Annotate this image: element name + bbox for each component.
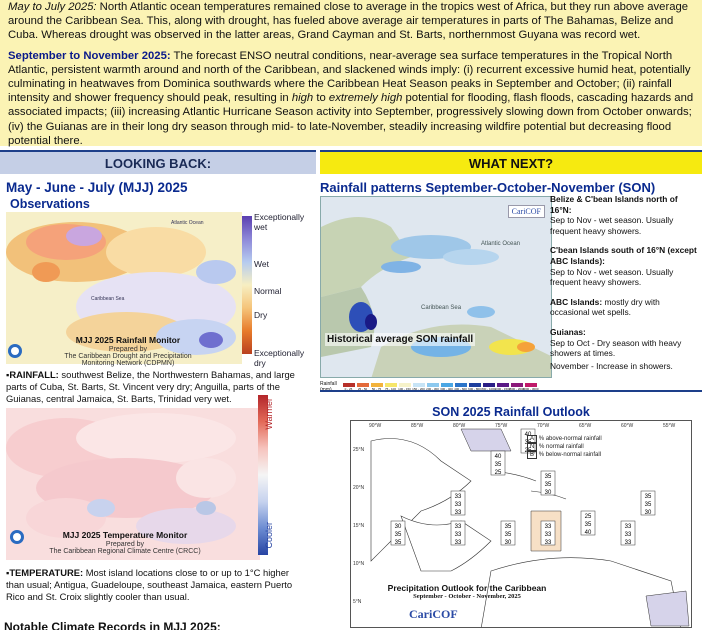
lon-label: 90°W	[369, 423, 382, 429]
legend-dry: Dry	[254, 310, 268, 320]
summary-panel	[0, 0, 702, 146]
scale-swatch-label: 1000 - 1500	[494, 387, 511, 391]
scale-swatch-label: 25 - 50	[357, 387, 368, 391]
looking-back-column	[0, 150, 316, 630]
legend-normal: Normal	[254, 286, 282, 296]
lon-label: 70°W	[537, 423, 550, 429]
legend-exceptionally-wet: Exceptionally wet	[254, 212, 305, 232]
outlook-box-value: 33	[454, 540, 462, 546]
outlook-box-value: 35	[584, 522, 592, 528]
what-next-column	[320, 150, 702, 630]
scale-swatch-label: 600 - 800	[468, 387, 481, 391]
temperature-monitor-caption: MJJ 2025 Temperature Monitor	[62, 530, 188, 540]
outlook-box	[641, 491, 655, 516]
outlook-box-value: 30	[644, 510, 652, 516]
outlook-box-value: 30	[394, 524, 402, 530]
map-label-caribbean: Caribbean Sea	[421, 305, 462, 311]
outlook-box	[451, 491, 465, 516]
note-november: November - Increase in showers.	[550, 360, 673, 371]
scale-swatch-label: 150 - 200	[412, 387, 425, 391]
outlook-box-value: 35	[544, 482, 552, 488]
outlook-map-caption	[367, 583, 567, 600]
outlook-box	[621, 521, 635, 546]
outlook-box-value: 33	[454, 494, 462, 500]
outlook-box-value: 35	[394, 540, 402, 546]
observations-title: Observations	[10, 197, 90, 211]
historical-caption: Historical average SON rainfall	[327, 334, 474, 345]
outlook-box-value: 33	[544, 540, 552, 546]
outlook-box-value: 40	[584, 530, 592, 536]
outlook-box	[581, 511, 595, 536]
lat-label: 5°N	[353, 599, 362, 605]
outlook-box-value: 35	[524, 440, 532, 446]
lon-label: 80°W	[453, 423, 466, 429]
lon-label: 85°W	[411, 423, 424, 429]
scale-swatch-label: 800 - 1000	[481, 387, 496, 391]
outlook-box	[491, 451, 505, 476]
legend-warmer: Warmer	[264, 398, 274, 430]
outlook-box-value: 25	[494, 470, 502, 476]
lon-label: 75°W	[495, 423, 508, 429]
looking-back-header: LOOKING BACK:	[0, 150, 316, 174]
son-title: Rainfall patterns September-October-November (SON)	[320, 180, 656, 195]
scale-swatch-label: 0 - 25	[344, 387, 353, 391]
outlook-box	[391, 521, 405, 546]
cdpmn-logo	[6, 342, 28, 360]
scale-swatch-label: 300 - 400	[440, 387, 453, 391]
period-title: May - June - July (MJJ) 2025	[6, 180, 188, 195]
lon-label: 55°W	[663, 423, 676, 429]
svg-text:Caribbean Sea: Caribbean Sea	[91, 296, 125, 302]
rainfall-bullet: ▪RAINFALL: southwest Belize, the Northwestern Bahamas, and large parts of Cuba, St. Barts, St. Vincent very dry; Anguilla, parts of the Guianas, central Jamaica, St. Barts, Trinidad very wet.	[6, 369, 295, 404]
lat-label: 15°N	[353, 523, 365, 529]
outlook-box-value: 33	[454, 502, 462, 508]
summary-paragraph-2: September to November 2025: The forecast ENSO neutral conditions, near-average sea surface temperatures in the Tropical North Atlantic, persistent warmth around and north of the Caribbean, and slackened winds imply: (i) recurrent excessive humid heat, potentially culminating in heatwaves from Dominica southwards where the Caribbean Heat Season peaks in September and October; (ii) rainfall intensity and shower frequency should peak, resulting in high to extremely high potential for flooding, flash floods, cascading hazards and associated impacts; (iii) increasing Atlantic Hurricane Season activity into September, progressively slowing down from October onwards; (iv) the Guianas are in their long dry season through mid- to late-November, steadily increasing wildfire potential but decreasing flood potential there.	[8, 49, 694, 147]
legend-wet: Wet	[254, 259, 269, 269]
scale-swatch-label: 200 - 300	[426, 387, 439, 391]
rainfall-legend-bar	[242, 216, 252, 354]
outlook-box-value: 35	[504, 532, 512, 538]
temperature-bullet: ▪TEMPERATURE: Most island locations close to or up to 1°C higher than usual; Antigua, Guadeloupe, southeast Jamaica, eastern Puerto Rico and St. Croix slightly cooler than usual.	[6, 567, 293, 602]
lat-label: 20°N	[353, 485, 365, 491]
svg-text:Atlantic Ocean: Atlantic Ocean	[171, 220, 204, 226]
outlook-divider	[320, 390, 702, 392]
temperature-org: The Caribbean Regional Climate Centre (CRCC)	[49, 548, 201, 555]
outlook-box-value: 33	[544, 532, 552, 538]
outlook-box-value: 33	[624, 532, 632, 538]
scale-swatch-label: 75 - 100	[384, 387, 396, 391]
summary-paragraph-1: May to July 2025: North Atlantic ocean temperatures remained close to average in the tropics west of Africa, but they run above average around the Caribbean Sea. This, along with drought, has fueled above average air temperatures in parts of The Bahamas, Belize and Cuba. Whereas drought was observed in the latter areas, Grand Cayman and St. Barts, northernmost Guyana was record wet.	[8, 1, 689, 42]
lat-label: 25°N	[353, 447, 365, 453]
map-label-atlantic: Atlantic Ocean	[481, 241, 521, 247]
outlook-box-value: 35	[544, 474, 552, 480]
outlook-box	[541, 521, 555, 546]
legend-exceptionally-dry: Exceptionally dry	[254, 348, 305, 368]
scale-swatch-label: 50 - 75	[371, 387, 382, 391]
outlook-legend-b: B % below-normal rainfall	[527, 451, 647, 459]
outlook-box	[451, 521, 465, 546]
notable-records-title: Notable Climate Records in MJJ 2025:	[4, 620, 221, 630]
outlook-box-value: 33	[454, 510, 462, 516]
outlook-box-value: 35	[494, 462, 502, 468]
outlook-box-value: 33	[454, 532, 462, 538]
legend-cooler: Cooler	[264, 522, 274, 549]
lat-label: 10°N	[353, 561, 365, 567]
caricof-logo-small: CariCOF	[508, 205, 545, 218]
outlook-box-value: 35	[644, 502, 652, 508]
outlook-map-sub: September - October - November, 2025	[413, 593, 521, 600]
temperature-prepared-by: Prepared by	[105, 541, 145, 548]
outlook-box-value: 25	[584, 514, 592, 520]
rainfall-monitor-caption: MJJ 2025 Rainfall Monitor	[75, 335, 181, 345]
outlook-box-value: 33	[544, 524, 552, 530]
outlook-box-value: 25	[524, 448, 532, 454]
outlook-box-value: 33	[454, 524, 462, 530]
outlook-map-title: Precipitation Outlook for the Caribbean	[387, 583, 547, 593]
historical-son-rainfall-map	[320, 196, 552, 378]
outlook-box-value: 40	[494, 454, 502, 460]
lon-label: 60°W	[621, 423, 634, 429]
outlook-box-value: 35	[394, 532, 402, 538]
outlook-legend-n: N % normal rainfall	[527, 443, 647, 451]
note-guianas: Guianas: Sep to Oct - Dry season with heavy showers at times.	[550, 326, 682, 359]
what-next-header: WHAT NEXT?	[320, 150, 702, 174]
outlook-box-value: 40	[524, 432, 532, 438]
rainfall-org: The Caribbean Drought and Precipitation Monitoring Network (CDPMN)	[64, 353, 192, 367]
scale-label: Rainfall (mm)	[320, 381, 337, 393]
scale-swatch-label: 2000 - 3000	[522, 387, 539, 391]
outlook-box-value: 30	[544, 490, 552, 496]
outlook-box	[541, 471, 555, 496]
rainfall-prepared-by: Prepared by	[108, 346, 148, 353]
note-north: Belize & C'bean Islands north of 16°N: Sep to Nov - wet season. Usually frequent heavy showers.	[550, 194, 678, 236]
outlook-box-value: 35	[644, 494, 652, 500]
scale-swatch-label: 1500 - 2000	[508, 387, 525, 391]
outlook-box-value: 35	[504, 524, 512, 530]
seasonal-notes	[550, 194, 700, 380]
scale-swatch-label: 400 - 600	[454, 387, 467, 391]
caricof-logo-large: CariCOF	[409, 607, 458, 621]
historical-map-graphic	[321, 197, 552, 378]
lon-label: 65°W	[579, 423, 592, 429]
outlook-box-value: 33	[624, 540, 632, 546]
outlook-box	[501, 521, 515, 546]
scale-swatch-label: 100 - 150	[398, 387, 411, 391]
outlook-legend-a: A % above-normal rainfall	[527, 435, 647, 443]
note-south: C'bean Islands south of 16°N (except ABC Islands): Sep to Nov - wet season. Usually frequent heavy showers.	[550, 245, 697, 288]
outlook-box-value: 33	[624, 524, 632, 530]
crcc-logo	[8, 528, 30, 546]
outlook-box-value: 30	[504, 540, 512, 546]
outlook-map	[350, 420, 692, 628]
note-abc: ABC Islands: mostly dry with occasional wet spells.	[550, 296, 660, 318]
outlook-title: SON 2025 Rainfall Outlook	[432, 405, 590, 419]
